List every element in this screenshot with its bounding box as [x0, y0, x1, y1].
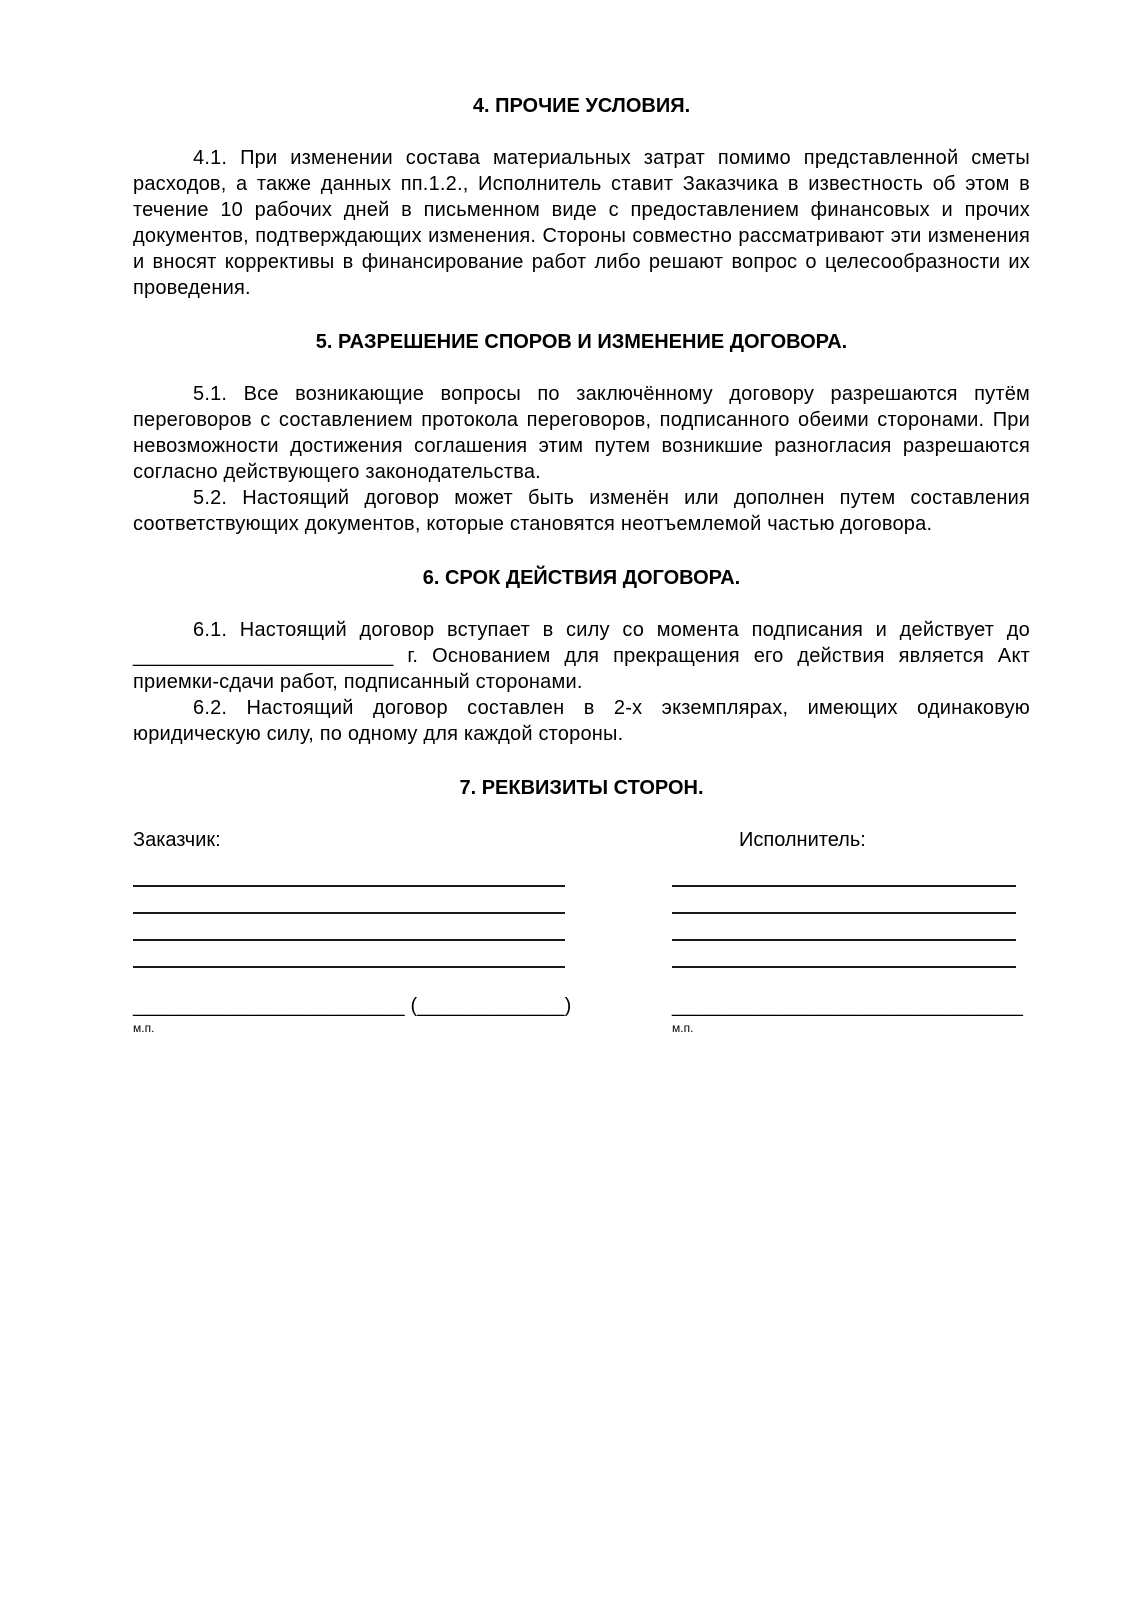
requisites-columns — [133, 827, 1024, 1036]
paragraph: 6.2. Настоящий договор составлен в 2-х экземплярах, имеющих одинаковую юридическую силу, по одному для каждой стороны. — [133, 697, 1030, 745]
paragraph: 4.1. При изменении состава материальных затрат помимо представленной сметы расходов, а также данных пп.1.2., Исполнитель ставит Заказчика в известность об этом в течение 10 рабочих дней в письменном виде с предоставлением финансовых и прочих документов, подтверждающих изменения. Стороны совместно рассматривают эти изменения и вносят коррективы в финансирование работ либо решают вопрос о целесообразности их проведения. — [133, 147, 1030, 299]
customer-column — [133, 827, 572, 1036]
blank-line — [133, 860, 565, 887]
section-heading: 7. РЕКВИЗИТЫ СТОРОН. — [459, 777, 704, 799]
section-heading: 5. РАЗРЕШЕНИЕ СПОРОВ И ИЗМЕНЕНИЕ ДОГОВОРА. — [315, 331, 848, 353]
section-heading: 6. СРОК ДЕЙСТВИЯ ДОГОВОРА. — [422, 567, 741, 589]
section-contract-term — [133, 565, 1030, 747]
contractor-column — [672, 827, 1024, 1036]
paragraph: 5.2. Настоящий договор может быть изменён или дополнен путем составления соответствующих документов, которые становятся неотъемлемой частью договора. — [133, 487, 1030, 535]
customer-label: Заказчик: — [133, 829, 221, 851]
blank-line — [133, 887, 565, 914]
blank-line — [672, 860, 1016, 887]
blank-line — [133, 941, 565, 968]
customer-signature-line: ________________________ (_____________) — [133, 995, 572, 1017]
contractor-blank-lines — [672, 860, 1016, 968]
document-content — [133, 93, 1030, 1036]
contractor-signature-line: _______________________________ — [672, 995, 1024, 1017]
customer-blank-lines — [133, 860, 565, 968]
blank-line — [133, 914, 565, 941]
customer-stamp-label: м.п. — [133, 1021, 155, 1035]
blank-line — [672, 914, 1016, 941]
paragraph: 6.1. Настоящий договор вступает в силу со момента подписания и действует до _______________________ г. Основанием для прекращения его действия является Акт приемки-сдачи работ, подписанный сторонами. — [133, 619, 1030, 693]
section-requisites — [133, 775, 1030, 1036]
contractor-label: Исполнитель: — [739, 829, 866, 851]
contractor-stamp-label: м.п. — [672, 1021, 694, 1035]
section-other-conditions — [133, 93, 1030, 301]
blank-line — [672, 941, 1016, 968]
blank-line — [672, 887, 1016, 914]
section-heading: 4. ПРОЧИЕ УСЛОВИЯ. — [472, 95, 691, 117]
paragraph: 5.1. Все возникающие вопросы по заключённому договору разрешаются путём переговоров с составлением протокола переговоров, подписанного обеими сторонами. При невозможности достижения соглашения этим путем возникшие разногласия разрешаются согласно действующего законодательства. — [133, 383, 1030, 483]
section-dispute-resolution — [133, 329, 1030, 537]
